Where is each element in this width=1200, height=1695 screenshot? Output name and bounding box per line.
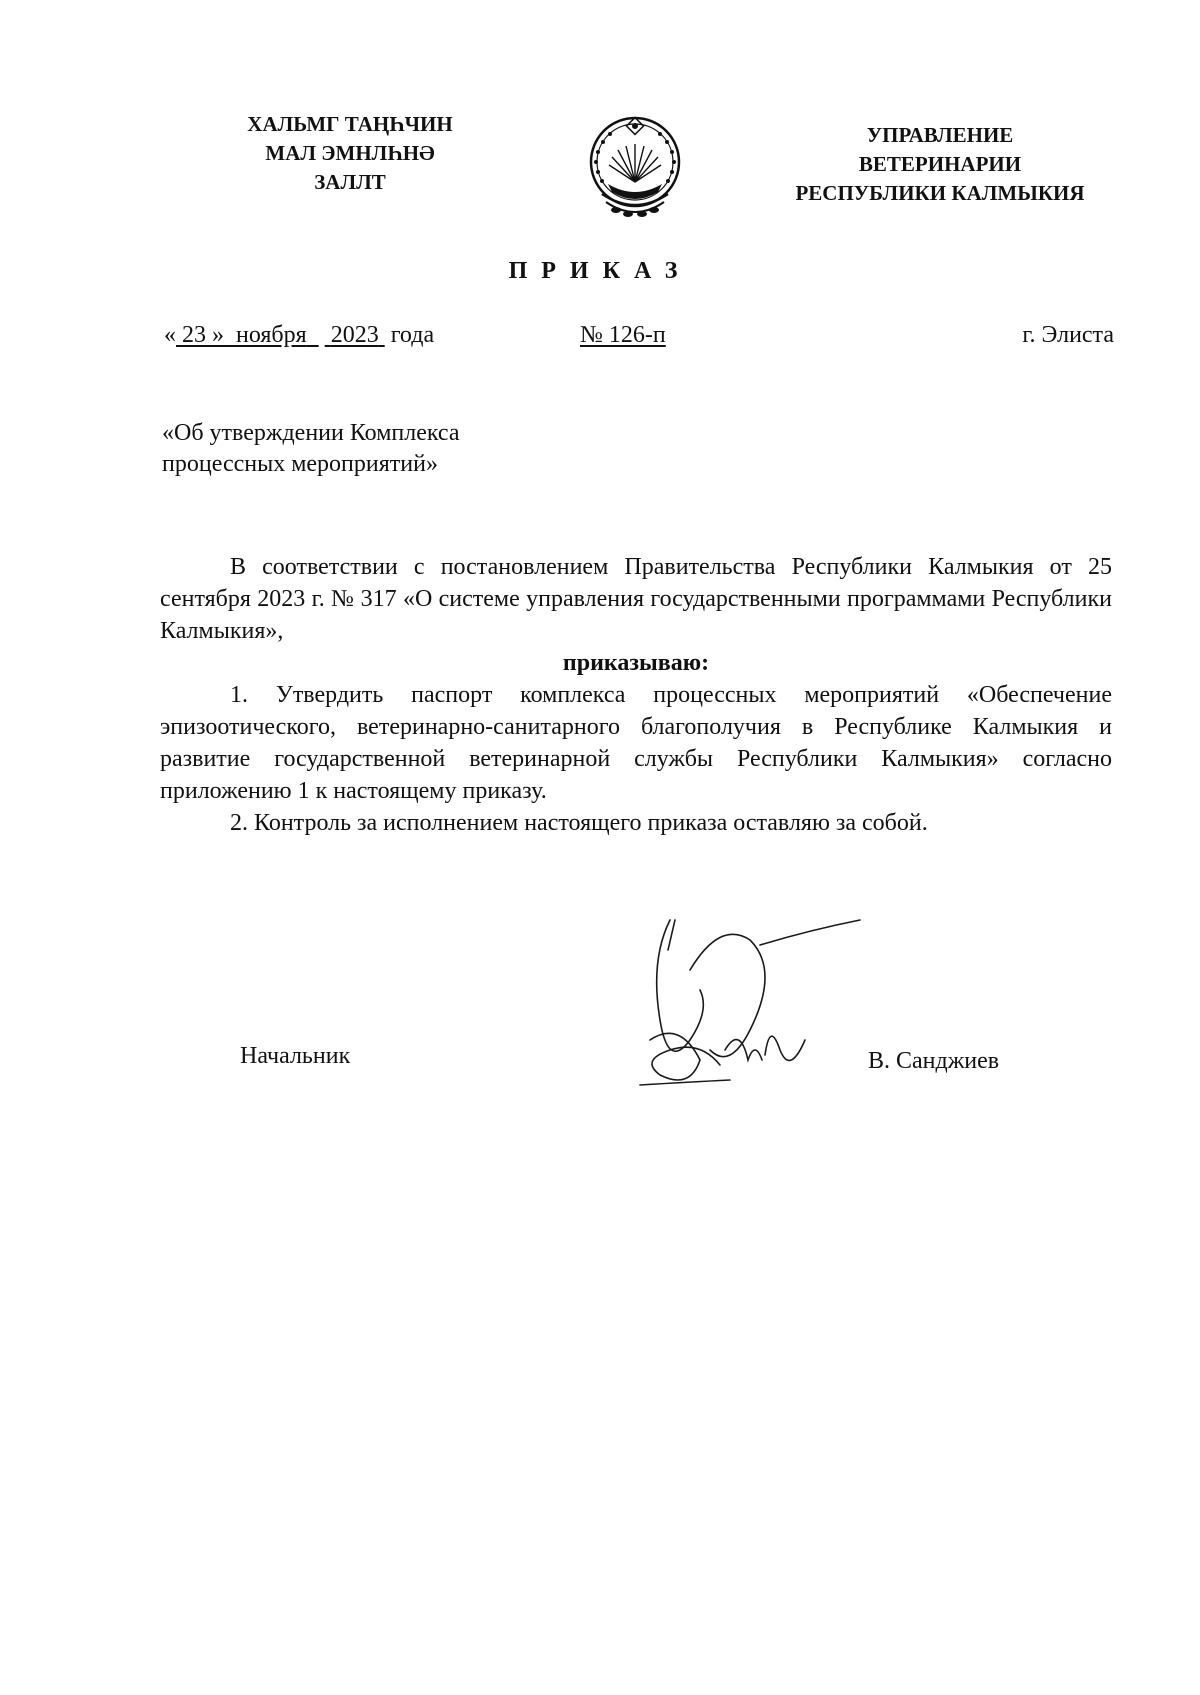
- subject-line: «Об утверждении Комплекса: [162, 420, 460, 446]
- header-right-line: ВЕТЕРИНАРИИ: [858, 152, 1022, 176]
- kalmykia-coat-of-arms-icon: [586, 110, 684, 225]
- order-subject: [162, 418, 460, 480]
- order-date: [164, 322, 434, 349]
- header-right-line: РЕСПУБЛИКИ КАЛМЫКИЯ: [795, 181, 1085, 205]
- date-day: 23 » ноября: [182, 322, 307, 348]
- order-body: [160, 551, 1112, 839]
- handwritten-signature: [630, 900, 870, 1100]
- order-item-2: 2. Контроль за исполнением настоящего приказа оставляю за собой.: [230, 810, 928, 836]
- document-title: ПРИКАЗ: [508, 258, 692, 284]
- signatory-name: В. Санджиев: [868, 1048, 1000, 1074]
- header-right-russian: [730, 121, 1150, 208]
- subject-line: процессных мероприятий»: [162, 451, 438, 477]
- signatory-position: Начальник: [240, 1043, 351, 1069]
- header-left-line: ЗАЛЛТ: [314, 170, 386, 194]
- date-year-word: года: [390, 322, 435, 348]
- order-word: приказываю:: [562, 650, 710, 676]
- header-left-line: МАЛ ЭМНЛҺНӘ: [265, 141, 435, 165]
- order-number: № 126-п: [580, 322, 666, 348]
- order-item-1: 1. Утвердить паспорт комплекса процессных мероприятий «Обеспечение эпизоотического, ветеринарно-санитарного благополучия в Республике Калмыкия и развитие государственной ветеринарной службы Республики Калмыкия» согласно приложению 1 к настоящему приказу.: [160, 682, 1112, 804]
- header-right-line: УПРАВЛЕНИЕ: [866, 123, 1014, 147]
- date-year: 2023: [330, 322, 379, 348]
- header-left-line: ХАЛЬМГ ТАҢҺЧИН: [247, 112, 453, 136]
- date-open-quote: «: [164, 322, 176, 348]
- order-city: г. Элиста: [1022, 322, 1114, 348]
- header-left-kalmyk: [200, 110, 500, 197]
- preamble-paragraph: В соответствии с постановлением Правительства Республики Калмыкия от 25 сентября 2023 г. № 317 «О системе управления государственными программами Республики Калмыкия»,: [160, 554, 1112, 644]
